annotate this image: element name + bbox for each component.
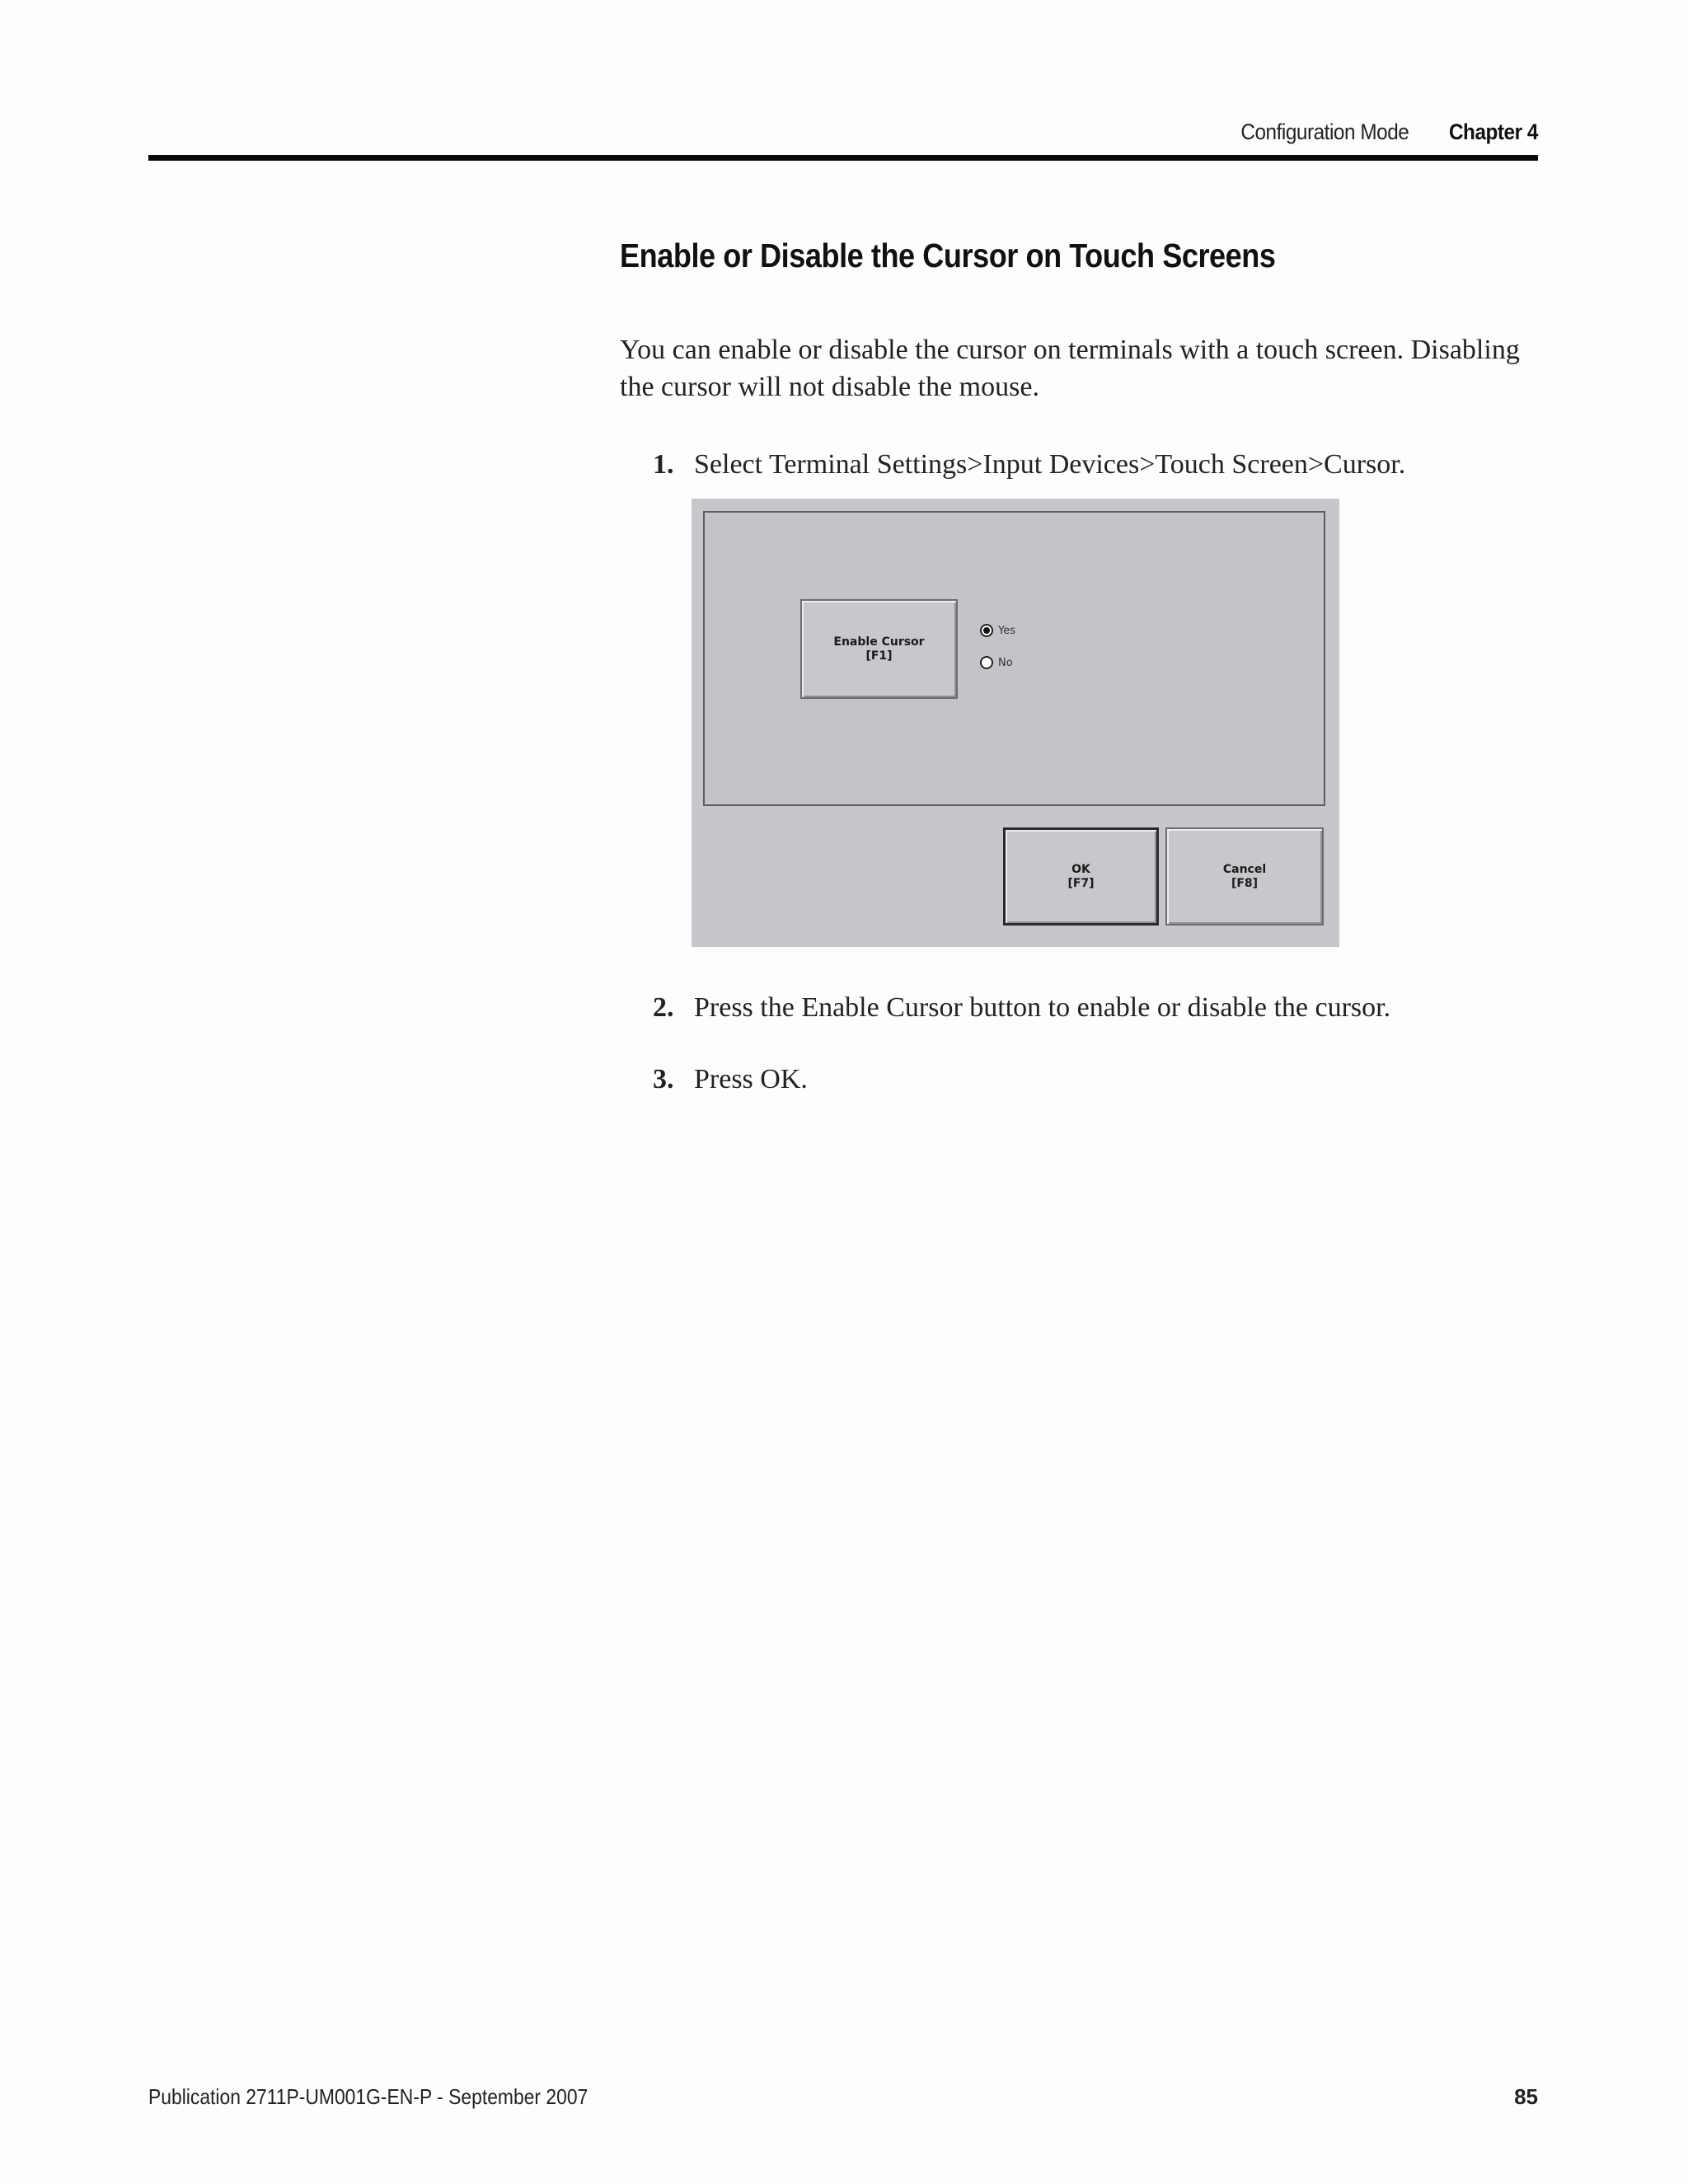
header-section-title: Configuration Mode bbox=[1240, 119, 1409, 144]
enable-cursor-button[interactable] bbox=[800, 599, 958, 699]
page-footer bbox=[148, 2082, 1538, 2111]
step-2 bbox=[653, 992, 1390, 1024]
radio-selected-icon bbox=[980, 624, 993, 637]
step-number: 1. bbox=[653, 449, 674, 480]
step-number: 2. bbox=[653, 992, 674, 1023]
ok-key: [F7] bbox=[1067, 876, 1095, 890]
radio-yes-label: Yes bbox=[998, 624, 1015, 637]
step-number: 3. bbox=[653, 1064, 674, 1094]
enable-cursor-key: [F1] bbox=[865, 649, 893, 663]
step-text: Press OK. bbox=[694, 1064, 808, 1094]
cancel-key: [F8] bbox=[1231, 876, 1259, 890]
cursor-settings-dialog-screenshot bbox=[692, 499, 1339, 947]
section-heading: Enable or Disable the Cursor on Touch Screens bbox=[620, 237, 1276, 274]
radio-yes[interactable] bbox=[980, 624, 1015, 637]
page-number: 85 bbox=[1514, 2083, 1538, 2109]
intro-paragraph: You can enable or disable the cursor on terminals with a touch screen. Disabling the cursor will not disable the mouse. bbox=[620, 335, 1520, 402]
cancel-button[interactable] bbox=[1165, 827, 1324, 926]
header-chapter-label: Chapter 4 bbox=[1448, 119, 1538, 144]
settings-panel bbox=[703, 511, 1325, 806]
radio-no[interactable] bbox=[980, 656, 1013, 669]
ok-button[interactable] bbox=[1003, 827, 1159, 926]
step-1 bbox=[653, 449, 1405, 480]
step-text: Press the Enable Cursor button to enable or disable the cursor. bbox=[694, 992, 1391, 1023]
step-3 bbox=[653, 1064, 808, 1095]
step-text: Select Terminal Settings>Input Devices>Touch Screen>Cursor. bbox=[694, 449, 1406, 480]
ok-label: OK bbox=[1071, 862, 1090, 876]
publication-info: Publication 2711P-UM001G-EN-P - September 2007 bbox=[148, 2083, 588, 2109]
radio-unselected-icon bbox=[980, 656, 993, 669]
radio-no-label: No bbox=[998, 656, 1013, 669]
running-header bbox=[288, 115, 1538, 148]
enable-cursor-label: Enable Cursor bbox=[833, 635, 925, 649]
header-rule bbox=[148, 155, 1538, 161]
cancel-label: Cancel bbox=[1222, 862, 1267, 876]
